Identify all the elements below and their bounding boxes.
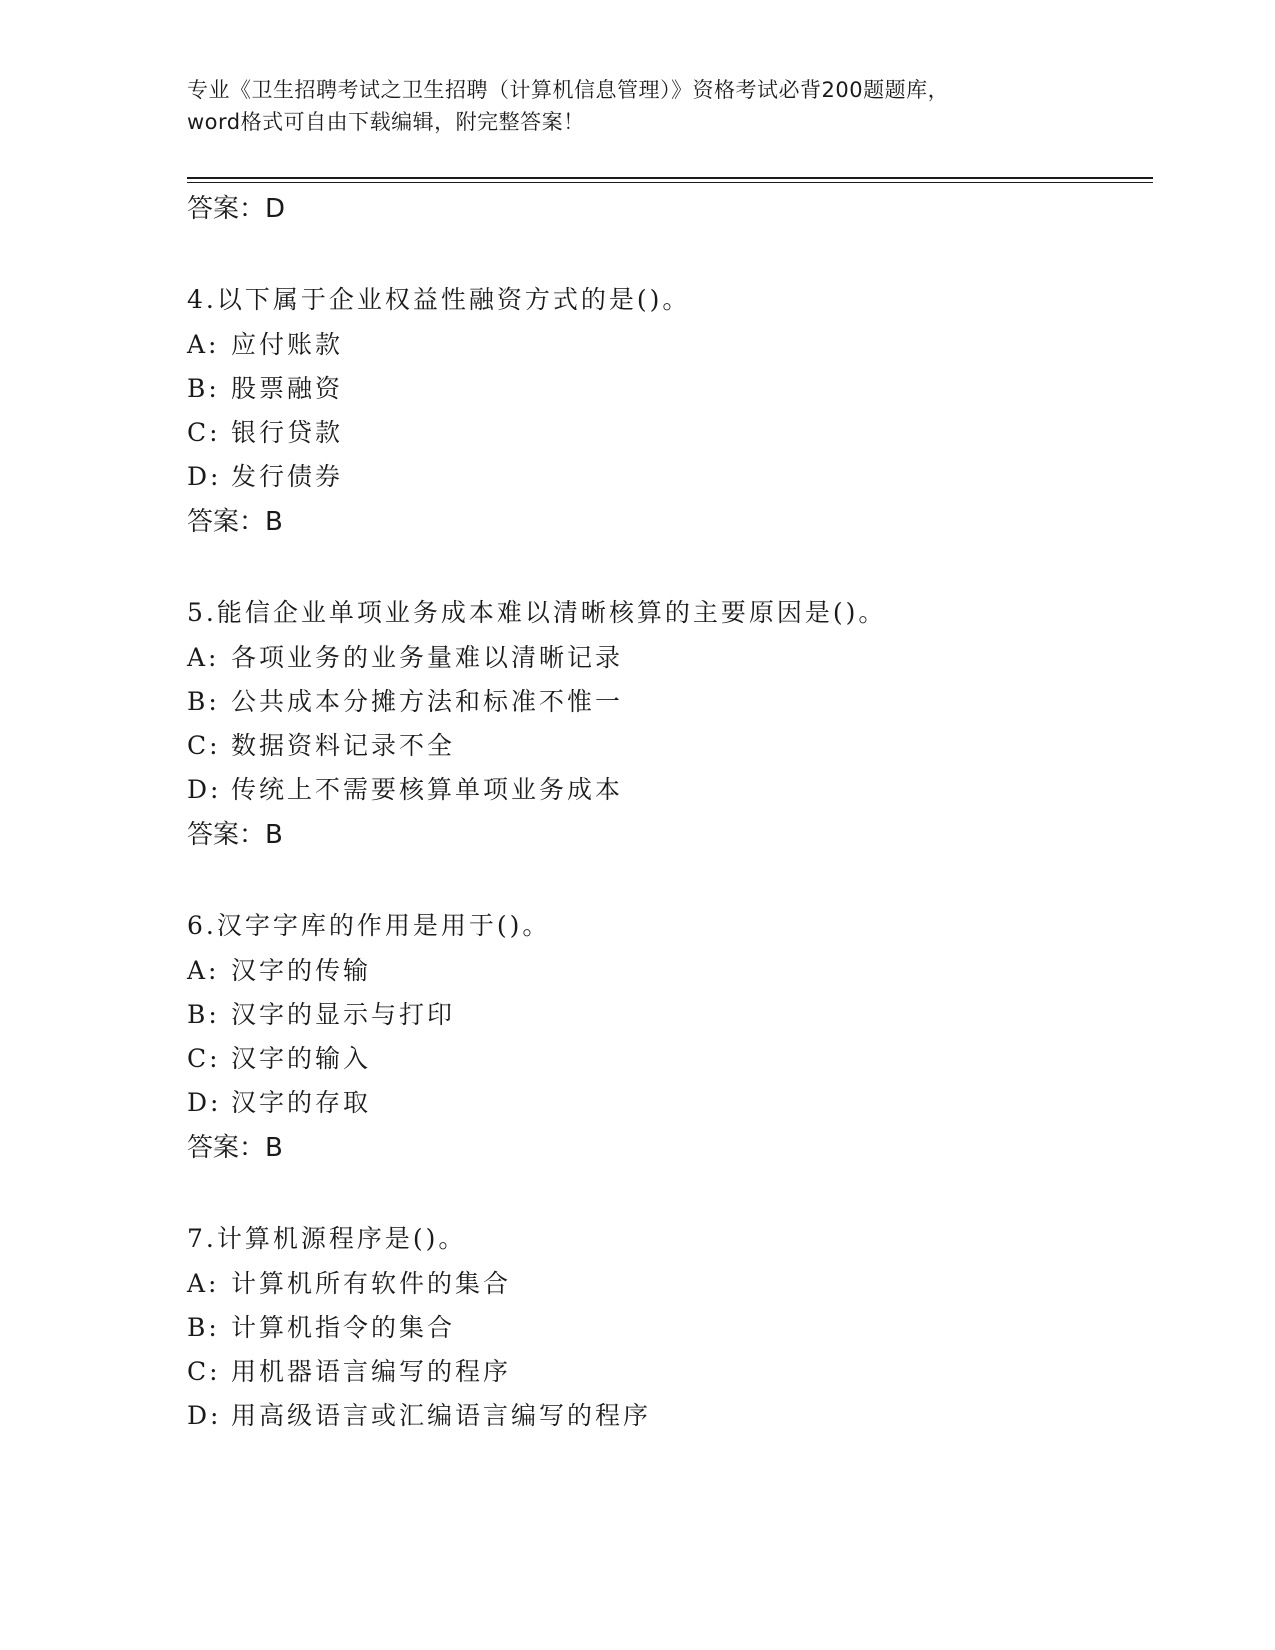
header-divider-thick [187,177,1153,179]
question-6-option-a [187,954,371,988]
document-header [187,74,1087,138]
option-letter: D: [187,1401,222,1430]
option-letter: A: [187,956,220,985]
option-text: 各项业务的业务量难以清晰记录 [231,643,624,672]
question-4-stem: 4.以下属于企业权益性融资方式的是()。 [187,285,691,314]
option-text: 数据资料记录不全 [231,731,456,760]
question-4-answer: 答案：B [187,507,283,537]
option-letter: C: [187,418,221,447]
option-text: 用机器语言编写的程序 [231,1357,512,1386]
question-4-option-d [187,460,343,494]
question-4-option-b [187,372,343,406]
option-text: 用高级语言或汇编语言编写的程序 [231,1401,652,1430]
option-letter: D: [187,775,222,804]
option-text: 计算机所有软件的集合 [231,1269,512,1298]
option-letter: B: [187,374,220,403]
answer-previous: 答案：D [187,194,286,224]
option-letter: D: [187,1088,222,1117]
question-7-option-a [187,1267,511,1301]
option-text: 传统上不需要核算单项业务成本 [231,775,624,804]
option-text: 股票融资 [231,374,344,403]
header-divider-thin [187,182,1153,183]
question-6-stem: 6.汉字字库的作用是用于()。 [187,911,551,940]
option-letter: A: [187,643,220,672]
question-6-option-d [187,1086,371,1120]
question-7-stem: 7.计算机源程序是()。 [187,1224,467,1253]
option-letter: C: [187,1357,221,1386]
option-letter: C: [187,1044,221,1073]
option-letter: A: [187,330,220,359]
option-text: 发行债券 [231,462,344,491]
option-letter: B: [187,1313,220,1342]
question-6-option-c [187,1042,371,1076]
question-5-answer: 答案：B [187,820,283,850]
option-text: 公共成本分摊方法和标准不惟一 [231,687,624,716]
option-text: 汉字的显示与打印 [231,1000,456,1029]
option-letter: C: [187,731,221,760]
option-text: 汉字的输入 [231,1044,372,1073]
option-letter: B: [187,1000,220,1029]
option-text: 银行贷款 [231,418,344,447]
question-5-option-a [187,641,623,675]
question-7-option-c [187,1355,511,1389]
header-line-1: 专业《卫生招聘考试之卫生招聘（计算机信息管理）》资格考试必背200题题库， [187,78,950,102]
header-line-2: word格式可自由下载编辑，附完整答案！ [187,110,585,134]
question-5-option-b [187,685,623,719]
option-text: 计算机指令的集合 [231,1313,456,1342]
question-7-option-d [187,1399,651,1433]
option-text: 汉字的传输 [231,956,372,985]
question-5-option-c [187,729,455,763]
question-7-option-b [187,1311,455,1345]
question-4-option-c [187,416,343,450]
option-text: 汉字的存取 [231,1088,372,1117]
question-5-option-d [187,773,623,807]
option-letter: B: [187,687,220,716]
question-5-stem: 5.能信企业单项业务成本难以清晰核算的主要原因是()。 [187,598,887,627]
option-letter: A: [187,1269,220,1298]
question-6-answer: 答案：B [187,1133,283,1163]
question-6-option-b [187,998,455,1032]
option-text: 应付账款 [231,330,344,359]
option-letter: D: [187,462,222,491]
question-4-option-a [187,328,343,362]
